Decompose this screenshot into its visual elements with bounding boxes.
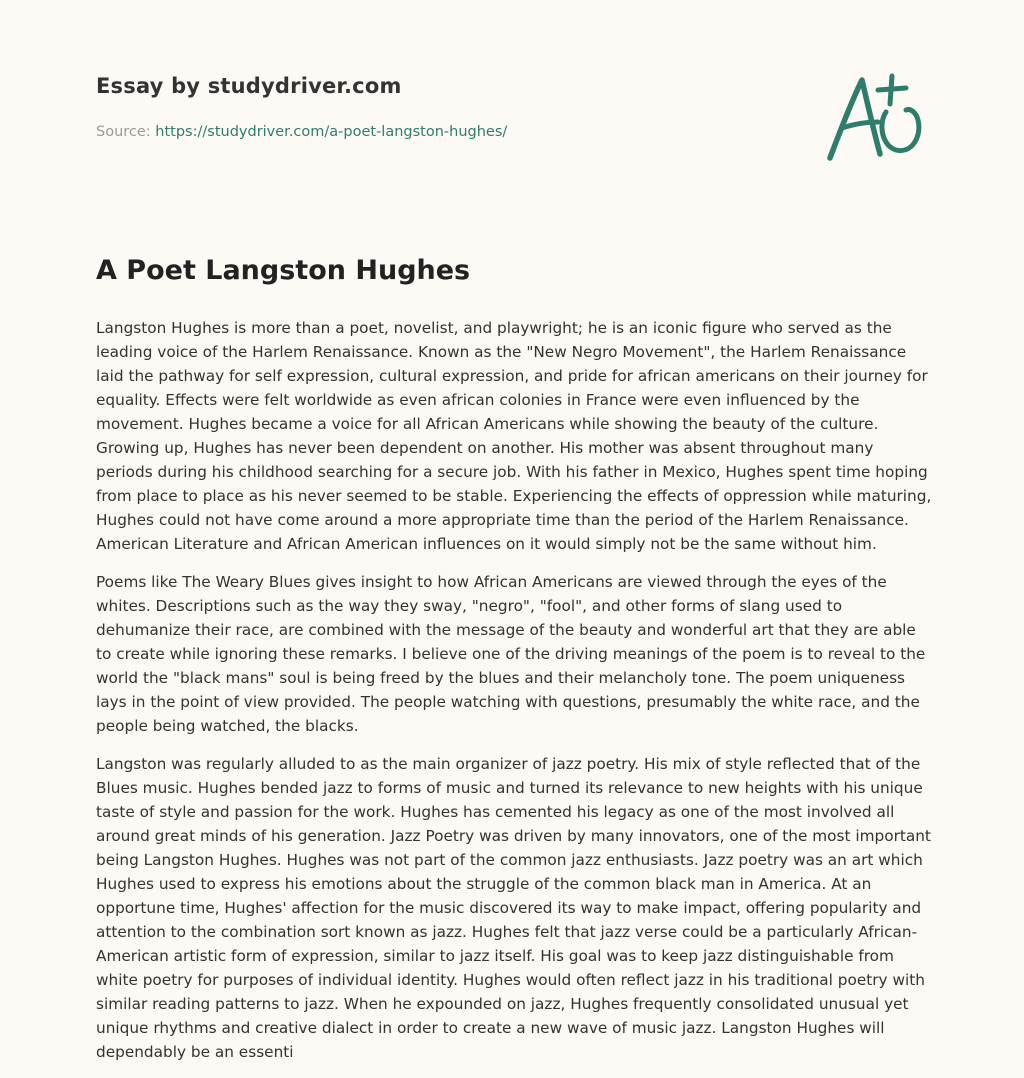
- essay-title: A Poet Langston Hughes: [96, 255, 471, 286]
- site-title: Essay by studydriver.com: [96, 74, 402, 98]
- source-line: [96, 124, 507, 140]
- essay-body: [96, 316, 932, 1078]
- essay-paragraph: Poems like The Weary Blues gives insight to how African Americans are viewed through the eyes of the whites. Descriptions such as the way they sway, "negro", "fool", and other forms of slang used to dehumanize their race, are combined with the message of the beauty and wonderful art that they are able to create while ignoring these remarks. I believe one of the driving meanings of the poem is to reveal to the world the "black mans" soul is being freed by the blues and their melancholy tone. The poem uniqueness lays in the point of view provided. The people watching with questions, presumably the white race, and the people being watched, the blacks.: [96, 573, 926, 735]
- a-plus-logo-icon: [818, 66, 930, 166]
- source-link[interactable]: https://studydriver.com/a-poet-langston-hughes/: [155, 124, 508, 140]
- essay-paragraph: Langston was regularly alluded to as the main organizer of jazz poetry. His mix of style reflected that of the Blues music. Hughes bended jazz to forms of music and turned its relevance to new heights with his unique taste of style and passion for the work. Hughes has cemented his legacy as one of the most involved all around great minds of his generation. Jazz Poetry was driven by many innovators, one of the most important being Langston Hughes. Hughes was not part of the common jazz enthusiasts. Jazz poetry was an art which Hughes used to express his emotions about the struggle of the common black man in America. At an opportune time, Hughes' affection for the music discovered its way to make impact, offering popularity and attention to the combination sort known as jazz. Hughes felt that jazz verse could be a particularly African-American artistic form of expression, similar to jazz itself. His goal was to keep jazz distinguishable from white poetry for purposes of individual identity. Hughes would often reflect jazz in his traditional poetry with similar reading patterns to jazz. When he expounded on jazz, Hughes frequently consolidated unusual yet unique rhythms and creative dialect in order to create a new wave of music jazz. Langston Hughes will dependably be an essenti: [96, 755, 931, 1061]
- source-label: Source:: [96, 124, 151, 140]
- essay-paragraph: Langston Hughes is more than a poet, novelist, and playwright; he is an iconic figure who served as the leading voice of the Harlem Renaissance. Known as the "New Negro Movement", the Harlem Renaissance laid the pathway for self expression, cultural expression, and pride for african americans on their journey for equality. Effects were felt worldwide as even african colonies in France were even influenced by the movement. Hughes became a voice for all African Americans while showing the beauty of the culture. Growing up, Hughes has never been dependent on another. His mother was absent throughout many periods during his childhood searching for a secure job. With his father in Mexico, Hughes spent time hoping from place to place as his never seemed to be stable. Experiencing the effects of oppression while maturing, Hughes could not have come around a more appropriate time than the period of the Harlem Renaissance. American Literature and African American influences on it would simply not be the same without him.: [96, 319, 932, 553]
